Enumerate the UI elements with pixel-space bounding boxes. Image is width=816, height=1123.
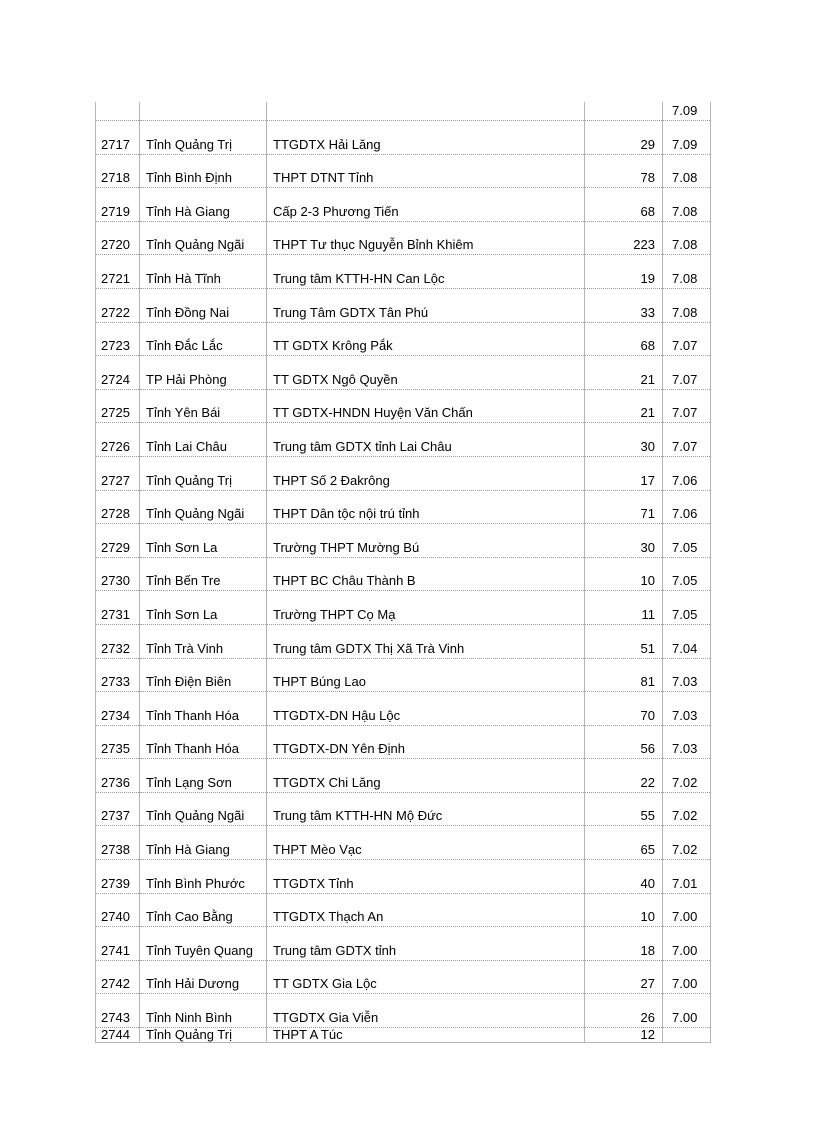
score-cell: 7.03	[663, 725, 711, 759]
table-row	[96, 692, 711, 726]
score-cell: 7.03	[663, 658, 711, 692]
results-table-body	[96, 102, 711, 1043]
count-cell: 21	[585, 389, 663, 423]
score-cell: 7.07	[663, 356, 711, 390]
table-row	[96, 524, 711, 558]
table-row	[96, 725, 711, 759]
score-cell	[663, 1028, 711, 1043]
score-cell: 7.08	[663, 221, 711, 255]
count-cell	[585, 102, 663, 121]
row-number: 2734	[96, 692, 140, 726]
score-cell: 7.00	[663, 994, 711, 1028]
province-cell: Tỉnh Yên Bái	[140, 389, 267, 423]
row-number: 2740	[96, 893, 140, 927]
table-row	[96, 356, 711, 390]
count-cell: 51	[585, 624, 663, 658]
table-row	[96, 826, 711, 860]
province-cell: Tỉnh Lai Châu	[140, 423, 267, 457]
score-cell: 7.05	[663, 557, 711, 591]
row-number: 2723	[96, 322, 140, 356]
score-cell: 7.02	[663, 759, 711, 793]
school-cell: Trường THPT Cọ Mạ	[267, 591, 585, 625]
row-number: 2717	[96, 121, 140, 155]
count-cell: 18	[585, 927, 663, 961]
table-row	[96, 759, 711, 793]
count-cell: 223	[585, 221, 663, 255]
count-cell: 27	[585, 960, 663, 994]
school-cell: TTGDTX Gia Viễn	[267, 994, 585, 1028]
count-cell: 68	[585, 322, 663, 356]
province-cell: Tỉnh Hải Dương	[140, 960, 267, 994]
row-number: 2719	[96, 188, 140, 222]
count-cell: 56	[585, 725, 663, 759]
row-number: 2735	[96, 725, 140, 759]
count-cell: 19	[585, 255, 663, 289]
school-cell: THPT Tư thục Nguyễn Bỉnh Khiêm	[267, 221, 585, 255]
province-cell: Tỉnh Quảng Trị	[140, 1028, 267, 1043]
school-cell: Trung Tâm GDTX Tân Phú	[267, 288, 585, 322]
count-cell: 22	[585, 759, 663, 793]
count-cell: 21	[585, 356, 663, 390]
count-cell: 17	[585, 456, 663, 490]
table-row	[96, 994, 711, 1028]
score-cell: 7.03	[663, 692, 711, 726]
table-row	[96, 423, 711, 457]
count-cell: 70	[585, 692, 663, 726]
score-cell: 7.04	[663, 624, 711, 658]
row-number: 2722	[96, 288, 140, 322]
row-number: 2733	[96, 658, 140, 692]
school-cell: TTGDTX Thạch An	[267, 893, 585, 927]
school-cell: THPT A Túc	[267, 1028, 585, 1043]
province-cell: Tỉnh Bình Định	[140, 154, 267, 188]
row-number: 2726	[96, 423, 140, 457]
school-cell: Trung tâm GDTX Thị Xã Trà Vinh	[267, 624, 585, 658]
school-cell: THPT Mèo Vạc	[267, 826, 585, 860]
table-row	[96, 288, 711, 322]
school-cell: Trung tâm KTTH-HN Mộ Đức	[267, 792, 585, 826]
count-cell: 12	[585, 1028, 663, 1043]
table-row	[96, 102, 711, 121]
count-cell: 65	[585, 826, 663, 860]
school-cell: TT GDTX Gia Lộc	[267, 960, 585, 994]
row-number: 2718	[96, 154, 140, 188]
table-row	[96, 389, 711, 423]
province-cell: Tỉnh Quảng Ngãi	[140, 792, 267, 826]
score-cell: 7.08	[663, 188, 711, 222]
province-cell: Tỉnh Thanh Hóa	[140, 725, 267, 759]
table-row	[96, 624, 711, 658]
row-number: 2743	[96, 994, 140, 1028]
count-cell: 78	[585, 154, 663, 188]
score-cell: 7.07	[663, 389, 711, 423]
province-cell: TP Hải Phòng	[140, 356, 267, 390]
count-cell: 29	[585, 121, 663, 155]
row-number: 2725	[96, 389, 140, 423]
table-row	[96, 960, 711, 994]
row-number: 2732	[96, 624, 140, 658]
score-cell: 7.00	[663, 927, 711, 961]
table-row	[96, 893, 711, 927]
school-cell: Trường THPT Mường Bú	[267, 524, 585, 558]
province-cell: Tỉnh Cao Bằng	[140, 893, 267, 927]
row-number: 2727	[96, 456, 140, 490]
school-cell: THPT Dân tộc nội trú tỉnh	[267, 490, 585, 524]
row-number: 2730	[96, 557, 140, 591]
table-row	[96, 221, 711, 255]
school-cell: Trung tâm GDTX tỉnh	[267, 927, 585, 961]
province-cell: Tỉnh Tuyên Quang	[140, 927, 267, 961]
province-cell: Tỉnh Hà Giang	[140, 826, 267, 860]
results-table	[95, 102, 711, 1043]
table-row	[96, 490, 711, 524]
province-cell: Tỉnh Quảng Trị	[140, 121, 267, 155]
score-cell: 7.07	[663, 322, 711, 356]
school-cell: TT GDTX-HNDN Huyện Văn Chấn	[267, 389, 585, 423]
row-number: 2724	[96, 356, 140, 390]
count-cell: 11	[585, 591, 663, 625]
score-cell: 7.06	[663, 456, 711, 490]
count-cell: 10	[585, 893, 663, 927]
table-row	[96, 456, 711, 490]
school-cell: TT GDTX Krông Pắk	[267, 322, 585, 356]
table-row	[96, 658, 711, 692]
score-cell: 7.07	[663, 423, 711, 457]
count-cell: 30	[585, 524, 663, 558]
table-row	[96, 927, 711, 961]
count-cell: 33	[585, 288, 663, 322]
score-cell: 7.08	[663, 154, 711, 188]
score-cell: 7.01	[663, 860, 711, 894]
province-cell: Tỉnh Quảng Ngãi	[140, 490, 267, 524]
table-row	[96, 860, 711, 894]
score-cell: 7.05	[663, 524, 711, 558]
row-number: 2741	[96, 927, 140, 961]
province-cell: Tỉnh Quảng Trị	[140, 456, 267, 490]
row-number: 2739	[96, 860, 140, 894]
school-cell: THPT DTNT Tỉnh	[267, 154, 585, 188]
table-row	[96, 154, 711, 188]
count-cell: 40	[585, 860, 663, 894]
score-cell: 7.02	[663, 792, 711, 826]
row-number: 2731	[96, 591, 140, 625]
count-cell: 10	[585, 557, 663, 591]
count-cell: 68	[585, 188, 663, 222]
score-cell: 7.02	[663, 826, 711, 860]
score-cell: 7.05	[663, 591, 711, 625]
score-cell: 7.06	[663, 490, 711, 524]
score-cell: 7.09	[663, 121, 711, 155]
school-cell: Trung tâm KTTH-HN Can Lộc	[267, 255, 585, 289]
table-row	[96, 591, 711, 625]
province-cell: Tỉnh Điện Biên	[140, 658, 267, 692]
score-cell: 7.09	[663, 102, 711, 121]
count-cell: 55	[585, 792, 663, 826]
school-cell: THPT Búng Lao	[267, 658, 585, 692]
row-number: 2742	[96, 960, 140, 994]
count-cell: 26	[585, 994, 663, 1028]
row-number: 2738	[96, 826, 140, 860]
school-cell: TTGDTX-DN Hậu Lộc	[267, 692, 585, 726]
province-cell: Tỉnh Sơn La	[140, 524, 267, 558]
province-cell: Tỉnh Sơn La	[140, 591, 267, 625]
row-number: 2736	[96, 759, 140, 793]
row-number: 2721	[96, 255, 140, 289]
province-cell: Tỉnh Hà Tĩnh	[140, 255, 267, 289]
province-cell: Tỉnh Thanh Hóa	[140, 692, 267, 726]
school-cell: Trung tâm GDTX tỉnh Lai Châu	[267, 423, 585, 457]
province-cell: Tỉnh Lạng Sơn	[140, 759, 267, 793]
row-number	[96, 102, 140, 121]
score-cell: 7.08	[663, 288, 711, 322]
province-cell: Tỉnh Trà Vinh	[140, 624, 267, 658]
row-number: 2720	[96, 221, 140, 255]
school-cell: TT GDTX Ngô Quyền	[267, 356, 585, 390]
province-cell: Tỉnh Quảng Ngãi	[140, 221, 267, 255]
province-cell	[140, 102, 267, 121]
province-cell: Tỉnh Bến Tre	[140, 557, 267, 591]
row-number: 2744	[96, 1028, 140, 1043]
row-number: 2729	[96, 524, 140, 558]
province-cell: Tỉnh Hà Giang	[140, 188, 267, 222]
province-cell: Tỉnh Ninh Bình	[140, 994, 267, 1028]
province-cell: Tỉnh Đồng Nai	[140, 288, 267, 322]
row-number: 2737	[96, 792, 140, 826]
province-cell: Tỉnh Bình Phước	[140, 860, 267, 894]
table-row	[96, 792, 711, 826]
school-cell	[267, 102, 585, 121]
school-cell: TTGDTX-DN Yên Định	[267, 725, 585, 759]
score-cell: 7.08	[663, 255, 711, 289]
school-cell: THPT BC Châu Thành B	[267, 557, 585, 591]
school-cell: Cấp 2-3 Phương Tiến	[267, 188, 585, 222]
school-cell: THPT Số 2 Đakrông	[267, 456, 585, 490]
school-cell: TTGDTX Hải Lăng	[267, 121, 585, 155]
table-row	[96, 557, 711, 591]
table-row	[96, 322, 711, 356]
table-row	[96, 121, 711, 155]
school-cell: TTGDTX Chi Lăng	[267, 759, 585, 793]
count-cell: 30	[585, 423, 663, 457]
row-number: 2728	[96, 490, 140, 524]
school-cell: TTGDTX Tỉnh	[267, 860, 585, 894]
table-row	[96, 255, 711, 289]
table-row	[96, 1028, 711, 1043]
table-row	[96, 188, 711, 222]
score-cell: 7.00	[663, 893, 711, 927]
count-cell: 81	[585, 658, 663, 692]
score-cell: 7.00	[663, 960, 711, 994]
count-cell: 71	[585, 490, 663, 524]
province-cell: Tỉnh Đắc Lắc	[140, 322, 267, 356]
